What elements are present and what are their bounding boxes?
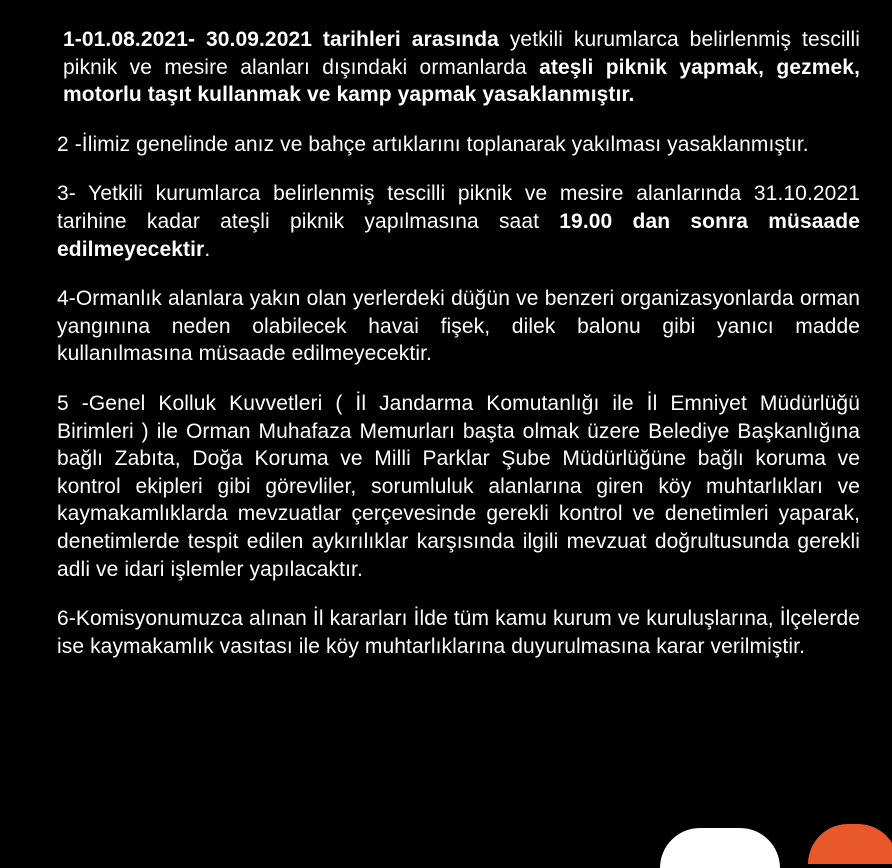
cropped-previous-line	[200, 0, 680, 2]
paragraph-3-body: 3- Yetkili kurumlarca belirlenmiş tescilli piknik ve mesire alanlarında 31.10.2021 tarihine kadar ateşli piknik yapılmasına saat	[57, 182, 860, 233]
paragraph-1	[57, 26, 860, 109]
paragraph-3-end: .	[204, 237, 211, 261]
decision-text	[57, 26, 860, 682]
cropped-white-shape	[660, 828, 780, 868]
paragraph-1-prohibition: ateşli piknik yapmak, gezmek, motorlu taşıt kullanmak ve kamp yapmak yasaklanmıştır.	[63, 55, 861, 107]
cropped-orange-shape	[808, 824, 892, 864]
paragraph-1-body: yetkili kurumlarca belirlenmiş tescilli piknik ve mesire alanları dışındaki ormanlarda	[63, 28, 860, 79]
paragraph-2: 2 -İlimiz genelinde anız ve bahçe artıklarını toplanarak yakılması yasaklanmıştır.	[57, 132, 809, 156]
paragraph-3	[57, 180, 860, 263]
paragraph-4: 4-Ormanlık alanlara yakın olan yerlerdeki düğün ve benzeri organizasyonlarda orman yangınına neden olabilecek havai fişek, dilek balonu gibi yanıcı madde kullanılmasına müsaade edilmeyecektir.	[57, 287, 860, 366]
paragraph-3-time-limit: 19.00 dan sonra müsaade edilmeyecektir	[57, 209, 860, 261]
paragraph-1-date-range: 1-01.08.2021- 30.09.2021 tarihleri arasında	[63, 28, 499, 51]
paragraph-5: 5 -Genel Kolluk Kuvvetleri ( İl Jandarma Komutanlığı ile İl Emniyet Müdürlüğü Birimleri ) ile Orman Muhafaza Memurları başta olmak üzere Belediye Başkanlığına bağlı Zabıta, Doğa Koruma ve Milli Parklar Şube Müdürlüğüne bağlı koruma ve kontrol ekipleri gibi görevliler, sorumluluk alanlarına giren köy muhtarlıkları ve kaymakamlıklarda mevzuatlar çerçevesinde gerekli kontrol ve denetimleri yaparak, denetimlerde tespit edilen aykırılıklar karşısında ilgili mevzuat doğrultusunda gerekli adli ve idari işlemler yapılacaktır.	[57, 391, 860, 581]
paragraph-6: 6-Komisyonumuzca alınan İl kararları İlde tüm kamu kurum ve kuruluşlarına, İlçelerde ise kaymakamlık vasıtası ile köy muhtarlıklarına duyurulmasına karar verilmiştir.	[57, 607, 860, 658]
